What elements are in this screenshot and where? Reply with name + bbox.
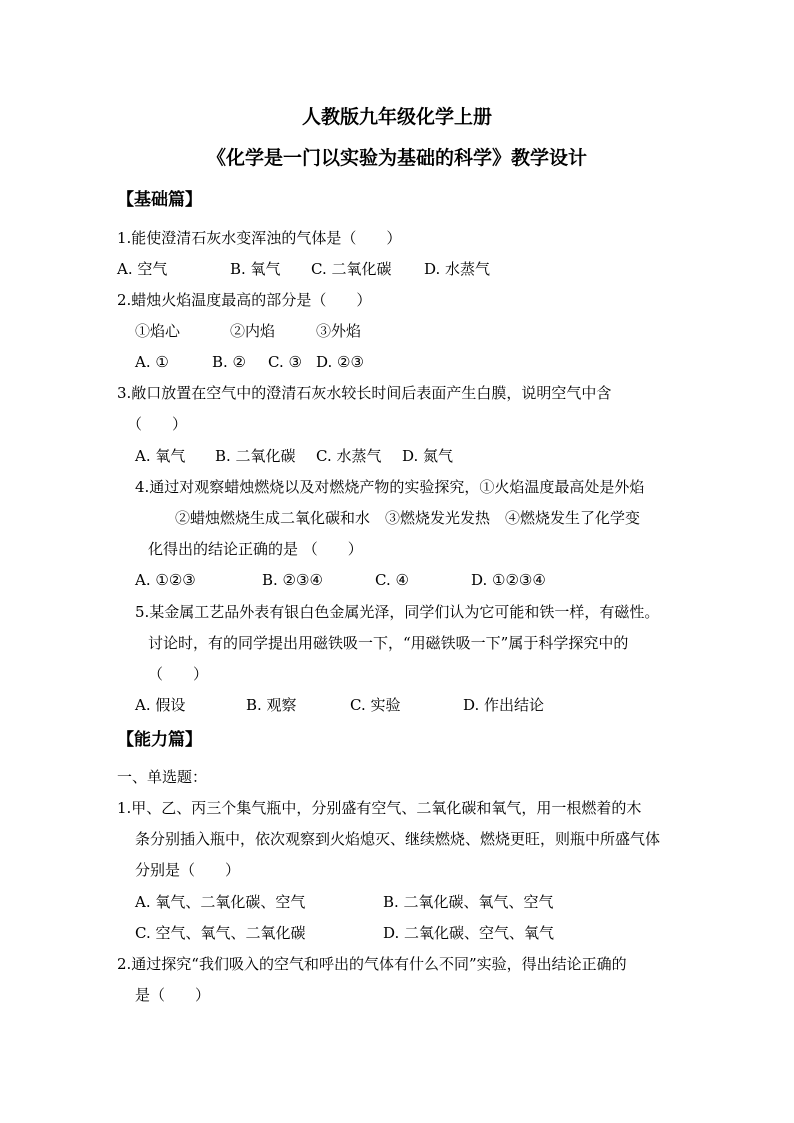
question-stem-cont: 是（ ） [135, 986, 211, 1004]
question-stem: 1.能使澄清石灰水变浑浊的气体是（ ） [117, 229, 402, 247]
option-a: A. 氧气、二氧化碳、空气 [135, 893, 306, 911]
question-stem: 5.某金属工艺品外表有银白色金属光泽，同学们认为它可能和铁一样，有磁性。 [135, 603, 660, 621]
option-b: B. 氧气 [230, 260, 281, 278]
option-b: B. 二氧化碳、氧气、空气 [383, 893, 554, 911]
choice-part: ②内焰 [230, 322, 276, 340]
option-d: D. ②③ [316, 353, 364, 371]
option-d: D. 水蒸气 [424, 260, 491, 278]
option-a: A. ①②③ [135, 571, 196, 589]
question-stem-cont: 化得出的结论正确的是 （ ） [148, 540, 363, 558]
question-stem: 4.通过对观察蜡烛燃烧以及对燃烧产物的实验探究，①火焰温度最高处是外焰 [135, 478, 645, 496]
section-heading-basic: 【基础篇】 [117, 190, 202, 210]
question-stem-cont: 讨论时，有的同学提出用磁铁吸一下，“用磁铁吸一下”属于科学探究中的 [148, 634, 629, 652]
option-c: C. 水蒸气 [316, 447, 382, 465]
option-b: B. ②③④ [262, 571, 323, 589]
option-c: C. ③ [268, 353, 302, 371]
option-a: A. 空气 [117, 260, 168, 278]
question-stem-cont: ②蜡烛燃烧生成二氧化碳和水 ③燃烧发光发热 ④燃烧发生了化学变 [175, 509, 641, 527]
doc-subtitle: 《化学是一门以实验为基础的科学》教学设计 [206, 147, 587, 169]
answer-blank: （ ） [148, 665, 209, 683]
option-c: C. 二氧化碳 [311, 260, 392, 278]
option-d: D. 作出结论 [463, 696, 545, 714]
question-stem-cont: 条分别插入瓶中，依次观察到火焰熄灭、继续燃烧、燃烧更旺，则瓶中所盛气体 [135, 830, 661, 848]
option-c: C. 实验 [350, 696, 401, 714]
section-heading-ability: 【能力篇】 [117, 730, 202, 750]
question-stem: 1.甲、乙、丙三个集气瓶中，分别盛有空气、二氧化碳和氧气，用一根燃着的木 [117, 799, 642, 817]
question-stem-cont: 分别是（ ） [135, 861, 241, 879]
option-a: A. ① [135, 353, 169, 371]
choice-part: ①焰心 [135, 322, 181, 340]
answer-blank: （ ） [127, 415, 188, 433]
doc-title: 人教版九年级化学上册 [301, 106, 492, 128]
option-d: D. 氮气 [402, 447, 454, 465]
option-d: D. ①②③④ [471, 571, 546, 589]
question-stem: 2.通过探究“我们吸入的空气和呼出的气体有什么不同”实验，得出结论正确的 [117, 955, 627, 973]
question-stem: 2.蜡烛火焰温度最高的部分是（ ） [117, 291, 372, 309]
option-b: B. 观察 [246, 696, 297, 714]
option-a: A. 假设 [135, 696, 186, 714]
choice-part: ③外焰 [316, 322, 362, 340]
option-b: B. ② [212, 353, 247, 371]
subsection-heading: 一、单选题： [117, 768, 208, 786]
option-d: D. 二氧化碳、空气、氧气 [383, 924, 555, 942]
option-a: A. 氧气 [135, 447, 186, 465]
option-c: C. ④ [375, 571, 409, 589]
option-b: B. 二氧化碳 [215, 447, 296, 465]
option-c: C. 空气、氧气、二氧化碳 [135, 924, 306, 942]
question-stem: 3.敞口放置在空气中的澄清石灰水较长时间后表面产生白膜，说明空气中含 [117, 384, 612, 402]
